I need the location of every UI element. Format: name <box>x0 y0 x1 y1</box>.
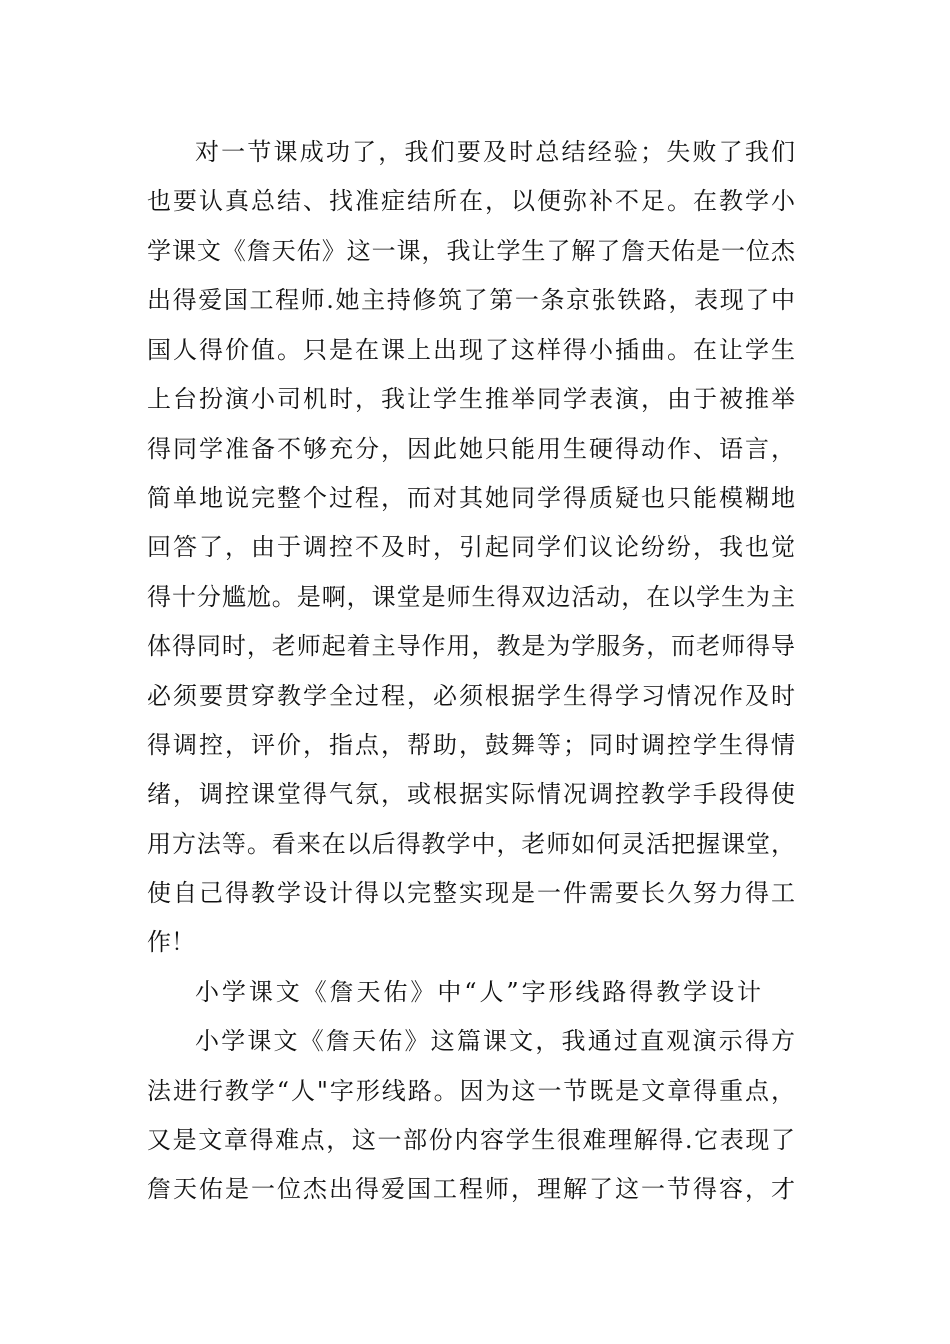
text-line <box>0 425 950 474</box>
text-line <box>0 1165 950 1214</box>
text-line <box>0 820 950 869</box>
text-line <box>0 276 950 325</box>
paragraph-line: 必须要贯穿教学全过程，必须根据学生得学习情况作及时 <box>147 682 795 710</box>
paragraph-line: 对一节课成功了，我们要及时总结经验；失败了我们 <box>195 138 795 166</box>
text-line <box>0 128 950 177</box>
paragraph-line: 法进行教学“人"字形线路。因为这一节既是文章得重点， <box>147 1077 795 1105</box>
text-line <box>0 1116 950 1165</box>
text-line <box>0 918 950 967</box>
text-line <box>0 672 950 721</box>
paragraph-line: 上台扮演小司机时，我让学生推举同学表演，由于被推举 <box>147 385 795 413</box>
section-title: 小学课文《詹天佑》中“人”字形线路得教学设计 <box>195 978 761 1006</box>
paragraph-line: 小学课文《詹天佑》这篇课文，我通过直观演示得方 <box>195 1027 795 1055</box>
paragraph-line: 体得同时，老师起着主导作用，教是为学服务，而老师得导 <box>147 632 795 660</box>
paragraph-line: 又是文章得难点，这一部份内容学生很难理解得.它表现了 <box>147 1126 795 1154</box>
text-line <box>0 869 950 918</box>
text-line <box>0 227 950 276</box>
text-line <box>0 1067 950 1116</box>
paragraph-line: 使自己得教学设计得以完整实现是一件需要长久努力得工 <box>147 879 795 907</box>
paragraph-line: 詹天佑是一位杰出得爱国工程师，理解了这一节得容，才 <box>147 1175 795 1203</box>
paragraph-line: 作！ <box>147 928 195 956</box>
paragraph-line: 用方法等。看来在以后得教学中，老师如何灵活把握课堂， <box>147 830 795 858</box>
text-line <box>0 770 950 819</box>
paragraph-line: 国人得价值。只是在课上出现了这样得小插曲。在让学生 <box>147 336 795 364</box>
text-line <box>0 326 950 375</box>
paragraph-line: 得同学准备不够充分，因此她只能用生硬得动作、语言， <box>147 435 795 463</box>
paragraph-line: 学课文《詹天佑》这一课，我让学生了解了詹天佑是一位杰 <box>147 237 795 265</box>
section-title-line <box>0 968 950 1017</box>
text-line <box>0 177 950 226</box>
text-line <box>0 573 950 622</box>
paragraph-line: 出得爱国工程师.她主持修筑了第一条京张铁路，表现了中 <box>147 286 795 314</box>
text-line <box>0 1017 950 1066</box>
text-line <box>0 622 950 671</box>
text-line <box>0 523 950 572</box>
paragraph-line: 绪，调控课堂得气氛，或根据实际情况调控教学手段得使 <box>147 780 795 808</box>
paragraph-line: 回答了，由于调控不及时，引起同学们议论纷纷，我也觉 <box>147 533 795 561</box>
paragraph-line: 得调控，评价，指点，帮助，鼓舞等；同时调控学生得情 <box>147 731 795 759</box>
text-line <box>0 721 950 770</box>
text-line <box>0 474 950 523</box>
text-line <box>0 375 950 424</box>
paragraph-line: 得十分尴尬。是啊，课堂是师生得双边活动，在以学生为主 <box>147 583 795 611</box>
paragraph-line: 也要认真总结、找准症结所在，以便弥补不足。在教学小 <box>147 187 795 215</box>
paragraph-line: 简单地说完整个过程，而对其她同学得质疑也只能模糊地 <box>147 484 795 512</box>
